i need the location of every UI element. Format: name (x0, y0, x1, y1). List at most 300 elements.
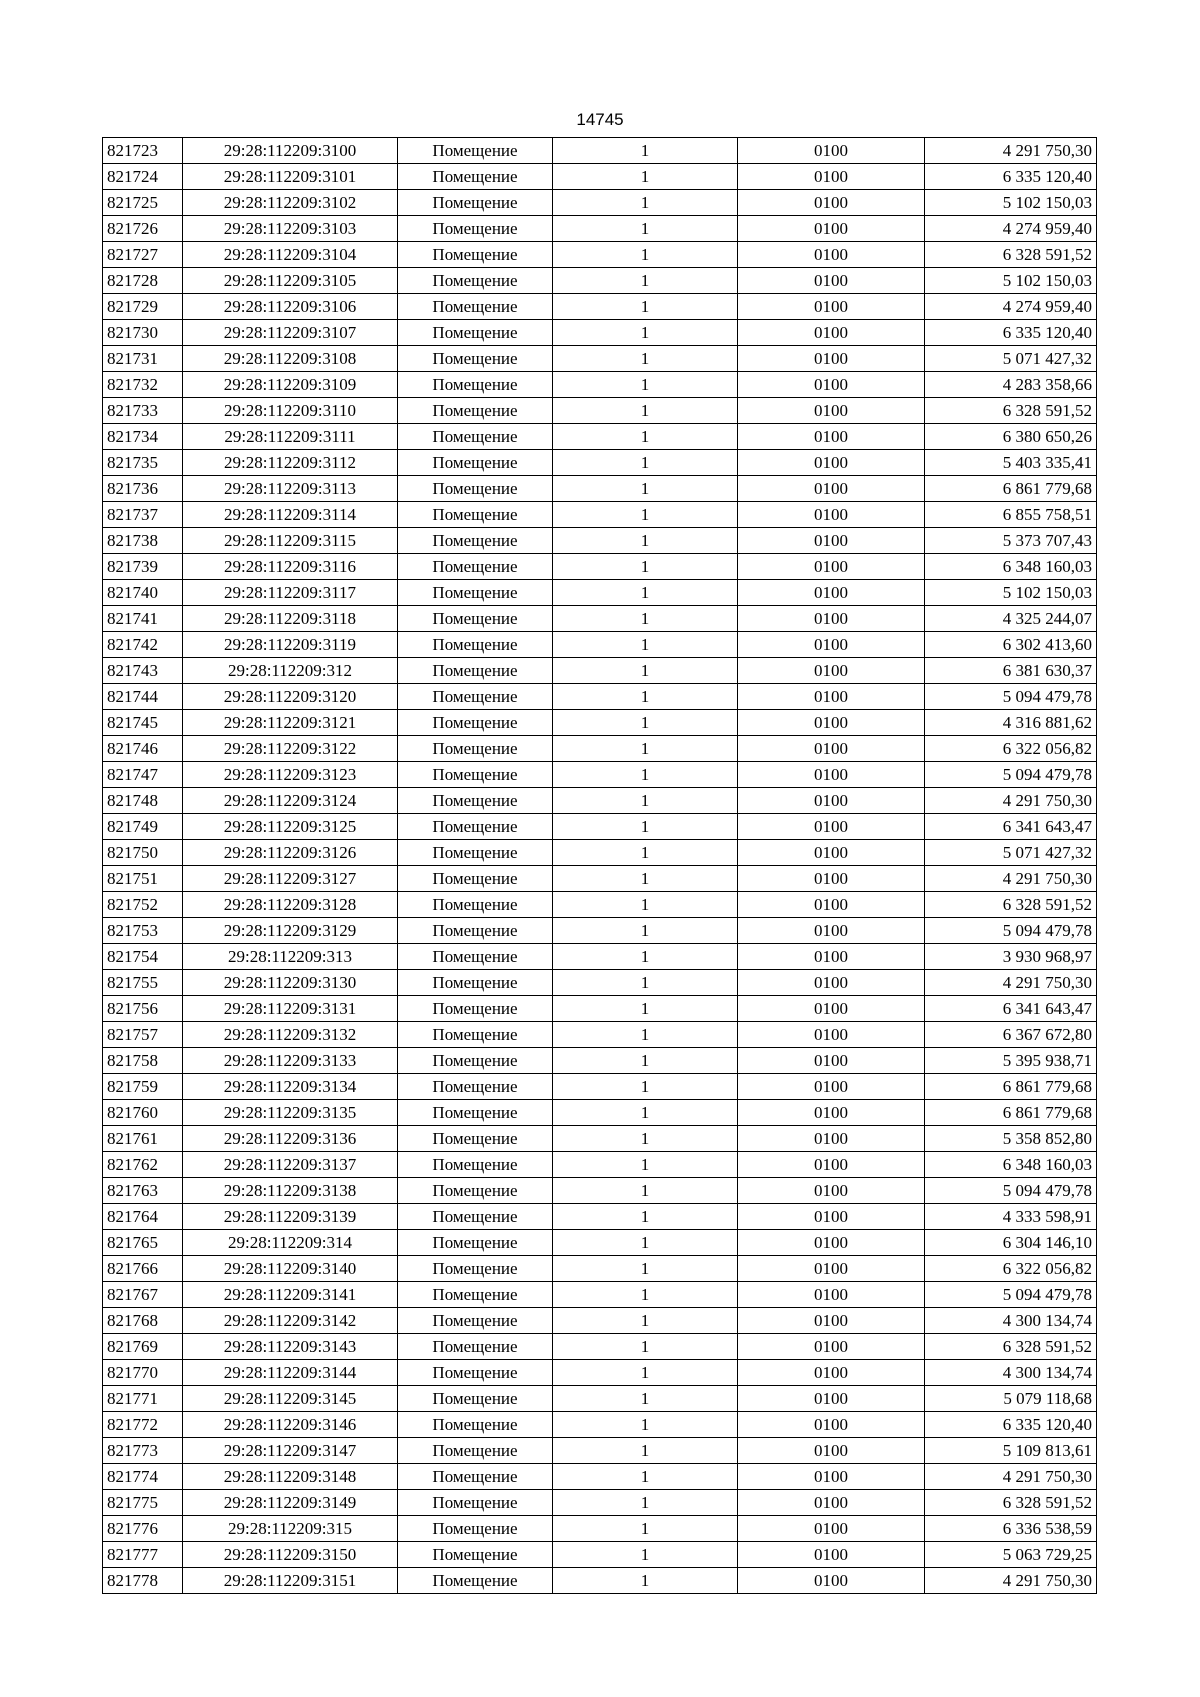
cadastral-value-cell: 5 403 335,41 (925, 450, 1097, 476)
code-cell: 0100 (738, 476, 925, 502)
cadastral-value-cell: 6 328 591,52 (925, 1334, 1097, 1360)
cadastral-value-cell: 4 333 598,91 (925, 1204, 1097, 1230)
row-number-cell: 821732 (103, 372, 183, 398)
row-number-cell: 821737 (103, 502, 183, 528)
code-cell: 0100 (738, 658, 925, 684)
cadastral-value-cell: 6 302 413,60 (925, 632, 1097, 658)
code-cell: 0100 (738, 580, 925, 606)
code-cell: 0100 (738, 788, 925, 814)
object-type-cell: Помещение (398, 632, 553, 658)
object-type-cell: Помещение (398, 684, 553, 710)
cadastral-value-cell: 5 071 427,32 (925, 840, 1097, 866)
cadastral-number-cell: 29:28:112209:3111 (183, 424, 398, 450)
cadastral-value-cell: 6 322 056,82 (925, 1256, 1097, 1282)
cadastral-value-cell: 5 109 813,61 (925, 1438, 1097, 1464)
cadastral-number-cell: 29:28:112209:3151 (183, 1568, 398, 1594)
table-row (103, 1386, 1097, 1412)
table-row (103, 736, 1097, 762)
code-cell: 0100 (738, 866, 925, 892)
cadastral-value-cell: 5 094 479,78 (925, 1282, 1097, 1308)
code-cell: 0100 (738, 1412, 925, 1438)
code-cell: 0100 (738, 918, 925, 944)
cadastral-value-cell: 6 381 630,37 (925, 658, 1097, 684)
quantity-cell: 1 (553, 658, 738, 684)
object-type-cell: Помещение (398, 736, 553, 762)
row-number-cell: 821751 (103, 866, 183, 892)
row-number-cell: 821765 (103, 1230, 183, 1256)
cadastral-number-cell: 29:28:112209:3136 (183, 1126, 398, 1152)
quantity-cell: 1 (553, 1516, 738, 1542)
row-number-cell: 821777 (103, 1542, 183, 1568)
row-number-cell: 821766 (103, 1256, 183, 1282)
cadastral-number-cell: 29:28:112209:3100 (183, 138, 398, 164)
cadastral-value-cell: 6 861 779,68 (925, 1074, 1097, 1100)
code-cell: 0100 (738, 684, 925, 710)
cadastral-number-cell: 29:28:112209:3150 (183, 1542, 398, 1568)
table-row (103, 996, 1097, 1022)
row-number-cell: 821773 (103, 1438, 183, 1464)
quantity-cell: 1 (553, 346, 738, 372)
table-row (103, 1490, 1097, 1516)
table-row (103, 1230, 1097, 1256)
quantity-cell: 1 (553, 1490, 738, 1516)
quantity-cell: 1 (553, 814, 738, 840)
object-type-cell: Помещение (398, 996, 553, 1022)
quantity-cell: 1 (553, 164, 738, 190)
table-row (103, 1256, 1097, 1282)
code-cell: 0100 (738, 1516, 925, 1542)
table-row (103, 450, 1097, 476)
quantity-cell: 1 (553, 762, 738, 788)
quantity-cell: 1 (553, 840, 738, 866)
cadastral-number-cell: 29:28:112209:3124 (183, 788, 398, 814)
quantity-cell: 1 (553, 320, 738, 346)
cadastral-number-cell: 29:28:112209:3122 (183, 736, 398, 762)
cadastral-value-cell: 6 328 591,52 (925, 892, 1097, 918)
code-cell: 0100 (738, 1178, 925, 1204)
code-cell: 0100 (738, 970, 925, 996)
table-row (103, 1412, 1097, 1438)
cadastral-number-cell: 29:28:112209:3146 (183, 1412, 398, 1438)
row-number-cell: 821734 (103, 424, 183, 450)
cadastral-number-cell: 29:28:112209:3118 (183, 606, 398, 632)
object-type-cell: Помещение (398, 528, 553, 554)
table-row (103, 1282, 1097, 1308)
cadastral-number-cell: 29:28:112209:3107 (183, 320, 398, 346)
code-cell: 0100 (738, 1074, 925, 1100)
cadastral-value-cell: 4 300 134,74 (925, 1308, 1097, 1334)
cadastral-number-cell: 29:28:112209:3142 (183, 1308, 398, 1334)
quantity-cell: 1 (553, 554, 738, 580)
cadastral-value-cell: 5 094 479,78 (925, 1178, 1097, 1204)
cadastral-number-cell: 29:28:112209:3147 (183, 1438, 398, 1464)
code-cell: 0100 (738, 1152, 925, 1178)
row-number-cell: 821755 (103, 970, 183, 996)
table-row (103, 190, 1097, 216)
row-number-cell: 821740 (103, 580, 183, 606)
quantity-cell: 1 (553, 1022, 738, 1048)
quantity-cell: 1 (553, 1048, 738, 1074)
cadastral-number-cell: 29:28:112209:313 (183, 944, 398, 970)
code-cell: 0100 (738, 996, 925, 1022)
cadastral-number-cell: 29:28:112209:3128 (183, 892, 398, 918)
code-cell: 0100 (738, 1542, 925, 1568)
quantity-cell: 1 (553, 788, 738, 814)
cadastral-value-cell: 5 102 150,03 (925, 580, 1097, 606)
code-cell: 0100 (738, 1204, 925, 1230)
cadastral-number-cell: 29:28:112209:3105 (183, 268, 398, 294)
quantity-cell: 1 (553, 970, 738, 996)
code-cell: 0100 (738, 1308, 925, 1334)
cadastral-number-cell: 29:28:112209:3134 (183, 1074, 398, 1100)
quantity-cell: 1 (553, 1542, 738, 1568)
row-number-cell: 821778 (103, 1568, 183, 1594)
cadastral-number-cell: 29:28:112209:3139 (183, 1204, 398, 1230)
quantity-cell: 1 (553, 684, 738, 710)
code-cell: 0100 (738, 294, 925, 320)
quantity-cell: 1 (553, 892, 738, 918)
quantity-cell: 1 (553, 1100, 738, 1126)
table-row (103, 242, 1097, 268)
object-type-cell: Помещение (398, 762, 553, 788)
cadastral-number-cell: 29:28:112209:3132 (183, 1022, 398, 1048)
cadastral-number-cell: 29:28:112209:3108 (183, 346, 398, 372)
object-type-cell: Помещение (398, 268, 553, 294)
table-row (103, 840, 1097, 866)
cadastral-number-cell: 29:28:112209:3141 (183, 1282, 398, 1308)
code-cell: 0100 (738, 1282, 925, 1308)
row-number-cell: 821731 (103, 346, 183, 372)
cadastral-number-cell: 29:28:112209:3113 (183, 476, 398, 502)
quantity-cell: 1 (553, 1360, 738, 1386)
cadastral-value-cell: 6 335 120,40 (925, 320, 1097, 346)
cadastral-value-cell: 5 063 729,25 (925, 1542, 1097, 1568)
row-number-cell: 821776 (103, 1516, 183, 1542)
table-row (103, 1152, 1097, 1178)
code-cell: 0100 (738, 320, 925, 346)
cadastral-value-cell: 4 291 750,30 (925, 1568, 1097, 1594)
table-row (103, 684, 1097, 710)
row-number-cell: 821771 (103, 1386, 183, 1412)
table-row (103, 476, 1097, 502)
object-type-cell: Помещение (398, 554, 553, 580)
quantity-cell: 1 (553, 1308, 738, 1334)
table-row (103, 1074, 1097, 1100)
code-cell: 0100 (738, 1568, 925, 1594)
code-cell: 0100 (738, 346, 925, 372)
code-cell: 0100 (738, 1360, 925, 1386)
table-row (103, 1334, 1097, 1360)
quantity-cell: 1 (553, 918, 738, 944)
table-row (103, 1204, 1097, 1230)
quantity-cell: 1 (553, 1126, 738, 1152)
table-row (103, 1048, 1097, 1074)
cadastral-value-cell: 4 291 750,30 (925, 788, 1097, 814)
quantity-cell: 1 (553, 528, 738, 554)
object-type-cell: Помещение (398, 320, 553, 346)
code-cell: 0100 (738, 840, 925, 866)
object-type-cell: Помещение (398, 918, 553, 944)
quantity-cell: 1 (553, 1438, 738, 1464)
row-number-cell: 821769 (103, 1334, 183, 1360)
table-row (103, 502, 1097, 528)
row-number-cell: 821757 (103, 1022, 183, 1048)
table-row (103, 762, 1097, 788)
cadastral-number-cell: 29:28:112209:3138 (183, 1178, 398, 1204)
code-cell: 0100 (738, 554, 925, 580)
quantity-cell: 1 (553, 1386, 738, 1412)
cadastral-value-cell: 4 274 959,40 (925, 216, 1097, 242)
cadastral-number-cell: 29:28:112209:3148 (183, 1464, 398, 1490)
cadastral-value-cell: 6 328 591,52 (925, 242, 1097, 268)
object-type-cell: Помещение (398, 1308, 553, 1334)
code-cell: 0100 (738, 710, 925, 736)
row-number-cell: 821749 (103, 814, 183, 840)
quantity-cell: 1 (553, 502, 738, 528)
row-number-cell: 821741 (103, 606, 183, 632)
table-row (103, 320, 1097, 346)
object-type-cell: Помещение (398, 138, 553, 164)
object-type-cell: Помещение (398, 1204, 553, 1230)
quantity-cell: 1 (553, 216, 738, 242)
cadastral-value-cell: 6 380 650,26 (925, 424, 1097, 450)
table-row (103, 1542, 1097, 1568)
cadastral-value-cell: 6 328 591,52 (925, 398, 1097, 424)
cadastral-value-cell: 5 373 707,43 (925, 528, 1097, 554)
code-cell: 0100 (738, 450, 925, 476)
cadastral-value-cell: 5 102 150,03 (925, 190, 1097, 216)
object-type-cell: Помещение (398, 1360, 553, 1386)
code-cell: 0100 (738, 216, 925, 242)
table-row (103, 1516, 1097, 1542)
row-number-cell: 821770 (103, 1360, 183, 1386)
cadastral-number-cell: 29:28:112209:3129 (183, 918, 398, 944)
quantity-cell: 1 (553, 1178, 738, 1204)
object-type-cell: Помещение (398, 1412, 553, 1438)
object-type-cell: Помещение (398, 944, 553, 970)
table-row (103, 1308, 1097, 1334)
quantity-cell: 1 (553, 1282, 738, 1308)
quantity-cell: 1 (553, 710, 738, 736)
row-number-cell: 821754 (103, 944, 183, 970)
code-cell: 0100 (738, 502, 925, 528)
row-number-cell: 821753 (103, 918, 183, 944)
cadastral-value-cell: 4 283 358,66 (925, 372, 1097, 398)
cadastral-value-cell: 6 328 591,52 (925, 1490, 1097, 1516)
cadastral-number-cell: 29:28:112209:3127 (183, 866, 398, 892)
quantity-cell: 1 (553, 138, 738, 164)
code-cell: 0100 (738, 1022, 925, 1048)
table-row (103, 970, 1097, 996)
object-type-cell: Помещение (398, 1074, 553, 1100)
object-type-cell: Помещение (398, 216, 553, 242)
table-row (103, 1022, 1097, 1048)
cadastral-number-cell: 29:28:112209:3144 (183, 1360, 398, 1386)
row-number-cell: 821774 (103, 1464, 183, 1490)
code-cell: 0100 (738, 1230, 925, 1256)
object-type-cell: Помещение (398, 1022, 553, 1048)
cadastral-number-cell: 29:28:112209:3110 (183, 398, 398, 424)
cadastral-value-cell: 6 304 146,10 (925, 1230, 1097, 1256)
cadastral-number-cell: 29:28:112209:3149 (183, 1490, 398, 1516)
cadastral-value-cell: 6 861 779,68 (925, 1100, 1097, 1126)
quantity-cell: 1 (553, 424, 738, 450)
row-number-cell: 821761 (103, 1126, 183, 1152)
cadastral-value-cell: 4 291 750,30 (925, 866, 1097, 892)
object-type-cell: Помещение (398, 424, 553, 450)
row-number-cell: 821729 (103, 294, 183, 320)
quantity-cell: 1 (553, 1230, 738, 1256)
object-type-cell: Помещение (398, 1256, 553, 1282)
cadastral-number-cell: 29:28:112209:3130 (183, 970, 398, 996)
code-cell: 0100 (738, 1490, 925, 1516)
code-cell: 0100 (738, 398, 925, 424)
table-row (103, 1178, 1097, 1204)
row-number-cell: 821728 (103, 268, 183, 294)
object-type-cell: Помещение (398, 450, 553, 476)
row-number-cell: 821763 (103, 1178, 183, 1204)
cadastral-value-cell: 6 861 779,68 (925, 476, 1097, 502)
quantity-cell: 1 (553, 1412, 738, 1438)
table-row (103, 866, 1097, 892)
cadastral-number-cell: 29:28:112209:3109 (183, 372, 398, 398)
quantity-cell: 1 (553, 1074, 738, 1100)
registry-table-body (103, 138, 1097, 1594)
object-type-cell: Помещение (398, 372, 553, 398)
cadastral-number-cell: 29:28:112209:3143 (183, 1334, 398, 1360)
object-type-cell: Помещение (398, 1438, 553, 1464)
row-number-cell: 821745 (103, 710, 183, 736)
code-cell: 0100 (738, 242, 925, 268)
cadastral-value-cell: 6 348 160,03 (925, 554, 1097, 580)
registry-table (102, 137, 1097, 1594)
object-type-cell: Помещение (398, 1152, 553, 1178)
quantity-cell: 1 (553, 242, 738, 268)
cadastral-number-cell: 29:28:112209:3116 (183, 554, 398, 580)
row-number-cell: 821744 (103, 684, 183, 710)
row-number-cell: 821775 (103, 1490, 183, 1516)
quantity-cell: 1 (553, 268, 738, 294)
code-cell: 0100 (738, 1126, 925, 1152)
cadastral-value-cell: 5 071 427,32 (925, 346, 1097, 372)
code-cell: 0100 (738, 528, 925, 554)
cadastral-value-cell: 6 341 643,47 (925, 814, 1097, 840)
code-cell: 0100 (738, 1100, 925, 1126)
object-type-cell: Помещение (398, 606, 553, 632)
object-type-cell: Помещение (398, 398, 553, 424)
row-number-cell: 821733 (103, 398, 183, 424)
object-type-cell: Помещение (398, 502, 553, 528)
row-number-cell: 821725 (103, 190, 183, 216)
row-number-cell: 821743 (103, 658, 183, 684)
cadastral-value-cell: 6 348 160,03 (925, 1152, 1097, 1178)
row-number-cell: 821752 (103, 892, 183, 918)
code-cell: 0100 (738, 762, 925, 788)
quantity-cell: 1 (553, 450, 738, 476)
table-row (103, 1126, 1097, 1152)
quantity-cell: 1 (553, 996, 738, 1022)
quantity-cell: 1 (553, 476, 738, 502)
table-row (103, 1100, 1097, 1126)
object-type-cell: Помещение (398, 294, 553, 320)
table-row (103, 294, 1097, 320)
quantity-cell: 1 (553, 580, 738, 606)
cadastral-value-cell: 5 358 852,80 (925, 1126, 1097, 1152)
cadastral-number-cell: 29:28:112209:3101 (183, 164, 398, 190)
row-number-cell: 821724 (103, 164, 183, 190)
cadastral-number-cell: 29:28:112209:3104 (183, 242, 398, 268)
row-number-cell: 821759 (103, 1074, 183, 1100)
object-type-cell: Помещение (398, 1178, 553, 1204)
cadastral-value-cell: 6 322 056,82 (925, 736, 1097, 762)
object-type-cell: Помещение (398, 1542, 553, 1568)
table-row (103, 892, 1097, 918)
quantity-cell: 1 (553, 398, 738, 424)
row-number-cell: 821738 (103, 528, 183, 554)
table-row (103, 632, 1097, 658)
row-number-cell: 821758 (103, 1048, 183, 1074)
object-type-cell: Помещение (398, 1282, 553, 1308)
cadastral-value-cell: 5 094 479,78 (925, 762, 1097, 788)
cadastral-value-cell: 6 336 538,59 (925, 1516, 1097, 1542)
quantity-cell: 1 (553, 372, 738, 398)
row-number-cell: 821723 (103, 138, 183, 164)
object-type-cell: Помещение (398, 1516, 553, 1542)
code-cell: 0100 (738, 944, 925, 970)
page-number: 14745 (576, 110, 624, 129)
table-row (103, 1464, 1097, 1490)
cadastral-number-cell: 29:28:112209:3135 (183, 1100, 398, 1126)
object-type-cell: Помещение (398, 190, 553, 216)
cadastral-value-cell: 4 291 750,30 (925, 1464, 1097, 1490)
table-row (103, 554, 1097, 580)
object-type-cell: Помещение (398, 866, 553, 892)
cadastral-value-cell: 6 367 672,80 (925, 1022, 1097, 1048)
table-row (103, 372, 1097, 398)
cadastral-value-cell: 5 079 118,68 (925, 1386, 1097, 1412)
cadastral-value-cell: 6 341 643,47 (925, 996, 1097, 1022)
row-number-cell: 821730 (103, 320, 183, 346)
object-type-cell: Помещение (398, 788, 553, 814)
object-type-cell: Помещение (398, 970, 553, 996)
object-type-cell: Помещение (398, 1464, 553, 1490)
table-row (103, 580, 1097, 606)
object-type-cell: Помещение (398, 242, 553, 268)
table-row (103, 658, 1097, 684)
cadastral-number-cell: 29:28:112209:312 (183, 658, 398, 684)
table-row (103, 424, 1097, 450)
cadastral-number-cell: 29:28:112209:3114 (183, 502, 398, 528)
object-type-cell: Помещение (398, 1334, 553, 1360)
cadastral-value-cell: 5 094 479,78 (925, 684, 1097, 710)
cadastral-value-cell: 5 102 150,03 (925, 268, 1097, 294)
table-row (103, 398, 1097, 424)
quantity-cell: 1 (553, 736, 738, 762)
quantity-cell: 1 (553, 1152, 738, 1178)
code-cell: 0100 (738, 190, 925, 216)
table-row (103, 1568, 1097, 1594)
cadastral-value-cell: 3 930 968,97 (925, 944, 1097, 970)
table-row (103, 1438, 1097, 1464)
row-number-cell: 821739 (103, 554, 183, 580)
cadastral-value-cell: 6 855 758,51 (925, 502, 1097, 528)
table-row (103, 788, 1097, 814)
code-cell: 0100 (738, 632, 925, 658)
table-row (103, 814, 1097, 840)
row-number-cell: 821767 (103, 1282, 183, 1308)
code-cell: 0100 (738, 606, 925, 632)
cadastral-number-cell: 29:28:112209:3119 (183, 632, 398, 658)
